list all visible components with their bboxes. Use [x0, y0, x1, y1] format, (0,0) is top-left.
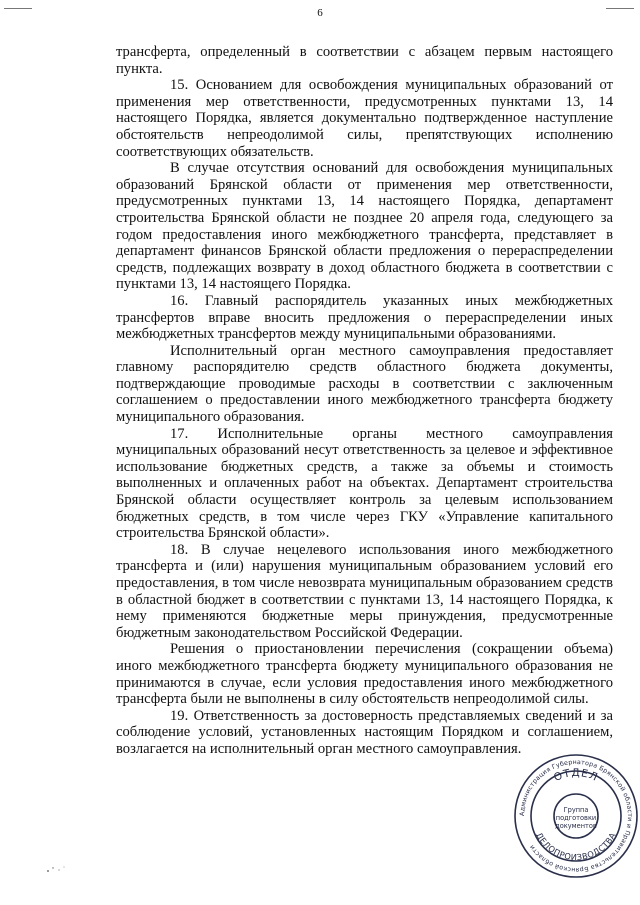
stamp-center-line-2: подготовки [555, 814, 597, 822]
official-stamp [512, 752, 640, 880]
stamp-center-line-3: документов [555, 822, 597, 830]
paragraph-17: 17. Исполнительные органы местного самоуправления муниципальных образований несут ответственность за целевое и эффективное использование бюджетных средств, а также за объемы и стоимость выполненных и оплаченных работ на объектах. Департамент строительства Брянской области осуществляет контроль за целевым использованием бюджетных средств, в том числе через ГКУ «Управление капитального строительства Брянской области». [116, 425, 613, 542]
stamp-center-line-1: Группа [563, 806, 589, 814]
paragraph-18: 18. В случае нецелевого использования иного межбюджетного трансферта и (или) нарушения муниципальным образованием условий его предоставления, в том числе невозврата муниципальным образованием средств в областной бюджет в соответствии с пунктами 13, 14 настоящего Порядка, к нему применяются бюджетные меры принуждения, предусмотренные бюджетным законодательством Российской Федерации. [116, 541, 613, 641]
paragraph-15: 15. Основанием для освобождения муниципальных образований от применения мер ответственности, предусмотренных пунктами 13, 14 настоящего Порядка, является документально подтвержденное наступление обстоятельств непреодолимой силы, препятствующих исполнению соответствующих обязательств. [116, 77, 613, 160]
stamp-outer-ring-text: Администрация Губернатора Брянской области и Правительства Брянской области [518, 758, 634, 874]
scan-speck-marks [44, 864, 68, 874]
paragraph-19: 19. Ответственность за достоверность представляемых сведений и за соблюдение условий, установленных настоящим Порядком и соглашением, возлагается на исполнительный орган местного самоуправления. [116, 707, 613, 757]
document-body [116, 44, 613, 758]
stamp-seal-graphic [512, 752, 640, 880]
paragraph-18-second: Решения о приостановлении перечисления (сокращении объема) иного межбюджетного трансферта бюджету муниципального образования не принимаются в случае, если условия предоставления иного межбюджетного трансферта были не выполнены в силу обстоятельств непреодолимой силы. [116, 641, 613, 708]
paragraph-14-continuation: трансферта, определенный в соответствии с абзацем первым настоящего пункта. [116, 44, 613, 77]
stamp-subtitle: ДЕЛОПРОИЗВОДСТВА [534, 830, 618, 863]
paragraph-16: 16. Главный распорядитель указанных иных межбюджетных трансфертов вправе вносить предложения о перераспределении иных межбюджетных трансфертов между муниципальными образованиями. [116, 292, 613, 343]
page-number: 6 [317, 7, 323, 19]
paragraph-16-second: Исполнительный орган местного самоуправления предоставляет главному распорядителю средств областного бюджета документы, подтверждающие проводимые расходы в соответствии с заключенным соглашением о предоставлении иного межбюджетного трансферта бюджету муниципального образования. [116, 342, 613, 426]
stamp-title: ОТДЕЛ [552, 766, 601, 785]
paragraph-15-second: В случае отсутствия оснований для освобождения муниципальных образований Брянской области от применения мер ответственности, предусмотренных пунктами 13, 14 настоящего Порядка, департамент строительства Брянской области не позднее 20 апреля года, следующего за годом предоставления иного межбюджетного трансферта, представляет в департамент финансов Брянской области предложения о перераспределении средств, подлежащих возврату в доход областного бюджета в соответствии с пунктами 13, 14 настоящего Порядка. [116, 160, 613, 293]
